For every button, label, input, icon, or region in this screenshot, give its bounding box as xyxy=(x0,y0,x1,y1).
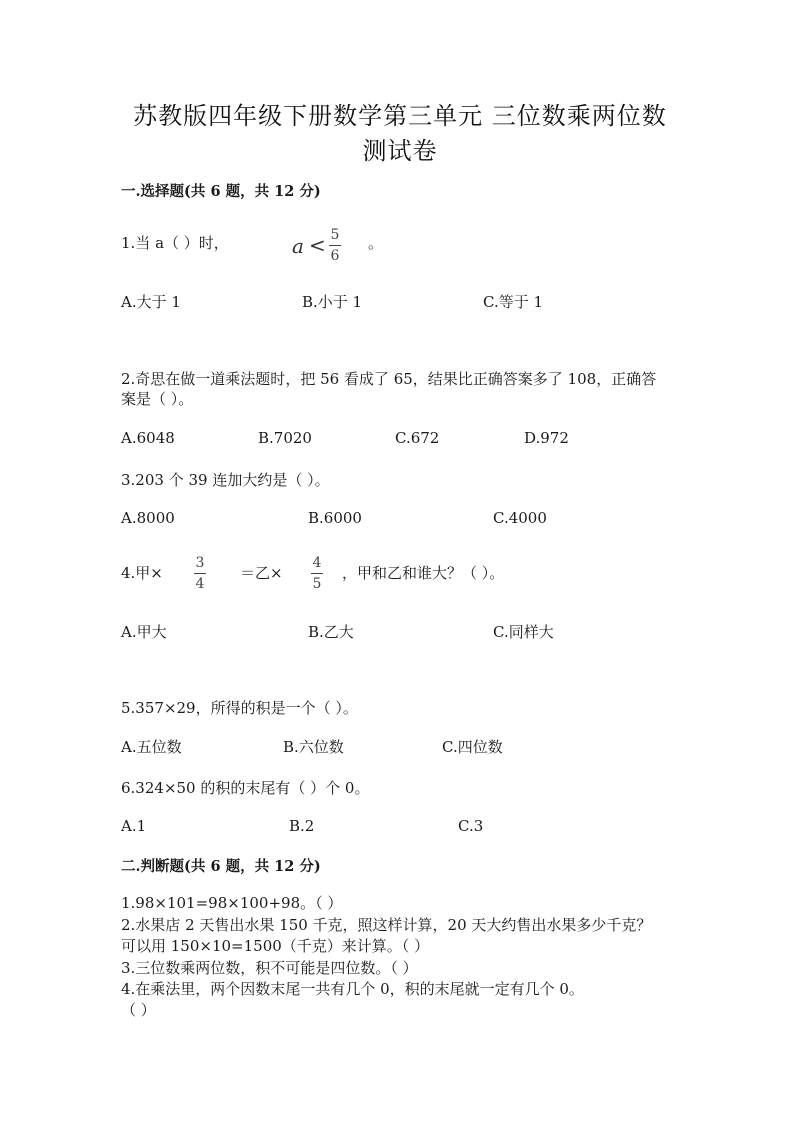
fraction-five-sixths xyxy=(329,227,341,264)
option-c: C.四位数 xyxy=(442,738,503,756)
question-4-mid: ＝乙× xyxy=(240,564,283,582)
page-title-line2: 测试卷 xyxy=(362,137,438,165)
fraction-denominator: 5 xyxy=(312,576,322,592)
option-b: B.乙大 xyxy=(308,623,354,641)
question-3-text: 3.203 个 39 连加大约是（ ）。 xyxy=(121,471,330,489)
option-b: B.2 xyxy=(289,817,315,835)
fraction-denominator: 4 xyxy=(195,576,205,592)
inequality-operator: < xyxy=(309,233,326,257)
option-a: A.甲大 xyxy=(121,623,167,641)
judgement-item-4-cont: （ ） xyxy=(121,1001,156,1019)
question-4-suffix: ，甲和乙和谁大？（ ）。 xyxy=(342,564,505,582)
section-heading-choice: 一.选择题(共 6 题，共 12 分) xyxy=(121,183,321,200)
question-6-text: 6.324×50 的积的末尾有（ ）个 0。 xyxy=(121,779,370,797)
question-2-text: 2.奇思在做一道乘法题时，把 56 看成了 65，结果比正确答案多了 108，正确答 xyxy=(121,370,657,388)
fraction-numerator: 5 xyxy=(330,227,340,243)
option-a: A.1 xyxy=(121,817,147,835)
question-1-end: 。 xyxy=(368,234,384,252)
option-b: B.6000 xyxy=(308,509,362,527)
judgement-item-3: 3.三位数乘两位数，积不可能是四位数。（ ） xyxy=(121,959,418,977)
fraction-numerator: 4 xyxy=(312,555,322,571)
page-title: 苏教版四年级下册数学第三单元 三位数乘两位数 xyxy=(133,102,667,130)
option-b: B.7020 xyxy=(258,429,312,447)
judgement-item-2: 2.水果店 2 天售出水果 150 千克，照这样计算，20 天大约售出水果多少千克？ xyxy=(121,916,652,934)
inequality-variable: a xyxy=(292,234,304,258)
fraction-denominator: 6 xyxy=(330,248,340,264)
fraction-bar xyxy=(329,245,341,246)
option-b: B.六位数 xyxy=(283,738,344,756)
judgement-item-2-cont: 可以用 150×10=1500（千克）来计算。（ ） xyxy=(121,937,430,955)
option-a: A.五位数 xyxy=(121,738,182,756)
option-a: A.6048 xyxy=(121,429,175,447)
judgement-item-1: 1.98×101=98×100+98。（ ） xyxy=(121,894,343,912)
fraction-three-quarters xyxy=(194,555,206,592)
question-4-prefix: 4.甲× xyxy=(121,564,163,582)
fraction-numerator: 3 xyxy=(195,555,205,571)
option-a: A.8000 xyxy=(121,509,175,527)
option-d: D.972 xyxy=(524,429,569,447)
option-c: C.同样大 xyxy=(493,623,554,641)
option-a: A.大于 1 xyxy=(121,293,181,311)
question-2-text-cont: 案是（ ）。 xyxy=(121,390,194,408)
question-5-text: 5.357×29，所得的积是一个（ ）。 xyxy=(121,699,358,717)
fraction-bar xyxy=(194,573,206,574)
question-1-text: 1.当 a（ ）时， xyxy=(121,234,229,252)
fraction-bar xyxy=(311,573,323,574)
option-c: C.4000 xyxy=(493,509,547,527)
option-c: C.672 xyxy=(395,429,440,447)
section-heading-judgement: 二.判断题(共 6 题，共 12 分) xyxy=(121,858,321,875)
judgement-item-4: 4.在乘法里，两个因数末尾一共有几个 0，积的末尾就一定有几个 0。 xyxy=(121,980,584,998)
option-b: B.小于 1 xyxy=(302,293,363,311)
fraction-four-fifths xyxy=(311,555,323,592)
option-c: C.等于 1 xyxy=(483,293,544,311)
option-c: C.3 xyxy=(458,817,484,835)
